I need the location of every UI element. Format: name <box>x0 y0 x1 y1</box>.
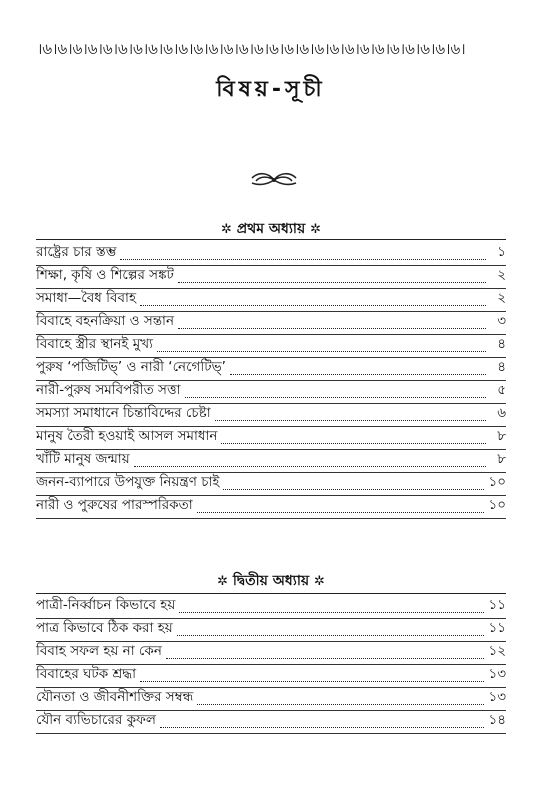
toc-entry-page: ১০ <box>488 474 506 490</box>
toc-entry-page: ৩ <box>497 313 506 329</box>
dot-leader <box>178 328 486 329</box>
star-icon: ✲ <box>217 574 228 589</box>
toc-entry-page: ১ <box>497 244 506 260</box>
page-title: বিষয়-সূচী <box>216 77 326 102</box>
dot-leader <box>179 612 484 613</box>
chapter-heading-1 <box>0 217 542 241</box>
toc-entry <box>36 404 506 427</box>
decorative-border: ।৬।৬।৬।৬।৬।৬।৬।৬।৬।৬।৬।৬।৬।৬।৬।৬।৬।৬।৬।৬।৬।৬।৬।৬।৬।৬।৬।৬। <box>37 40 466 58</box>
toc-list-chapter-2 <box>36 596 506 734</box>
toc-entry <box>36 665 506 688</box>
dot-leader <box>177 635 485 636</box>
toc-entry-title: শিক্ষা, কৃষি ও শিল্পের সঙ্কট <box>36 267 174 283</box>
dot-leader <box>140 305 486 306</box>
toc-entry <box>36 289 506 312</box>
toc-entry-title: নারী ও পুরুষের পারস্পরিকতা <box>36 497 193 513</box>
toc-entry <box>36 496 506 519</box>
toc-entry-page: ১১ <box>488 597 506 613</box>
dot-leader <box>197 512 485 513</box>
star-icon: ✲ <box>314 574 325 589</box>
dot-leader <box>221 443 486 444</box>
dot-leader <box>140 681 484 682</box>
chapter-heading-label: প্রথম অধ্যায় <box>236 221 306 237</box>
toc-entry <box>36 381 506 404</box>
toc-entry-page: ৫ <box>497 382 506 398</box>
dot-leader <box>120 259 486 260</box>
row-underline <box>36 518 506 519</box>
toc-entry <box>36 596 506 619</box>
chapter-heading-label: দ্বিতীয় অধ্যায় <box>232 573 310 589</box>
toc-entry-page: ১০ <box>488 497 506 513</box>
dot-leader <box>197 704 484 705</box>
toc-entry <box>36 427 506 450</box>
toc-entry-page: ৬ <box>497 405 506 421</box>
toc-entry-page: ১৩ <box>488 689 506 705</box>
row-underline <box>36 733 506 734</box>
toc-entry-title: বিবাহ সফল হয় না কেন <box>36 643 162 659</box>
dot-leader <box>157 351 486 352</box>
toc-entry-page: ২ <box>497 290 506 306</box>
toc-entry-title: সমাধা—বৈধ বিবাহ <box>36 290 137 306</box>
toc-entry-title: পুরুষ ‘পজিটিভ্’ ও নারী ‘নেগেটিভ্’ <box>36 359 226 375</box>
toc-entry <box>36 688 506 711</box>
toc-entry <box>36 642 506 665</box>
toc-entry-page: ১২ <box>488 643 506 659</box>
toc-entry-title: পাত্র কিভাবে ঠিক করা হয় <box>36 620 173 636</box>
toc-entry-title: পাত্রী-নির্ব্বাচন কিভাবে হয় <box>36 597 176 613</box>
toc-entry-title: যৌনতা ও জীবনীশক্তির সম্বন্ধ <box>36 689 194 705</box>
toc-entry <box>36 473 506 496</box>
toc-entry-page: ৪ <box>497 359 506 375</box>
toc-entry <box>36 335 506 358</box>
toc-entry-page: ১৪ <box>488 712 506 728</box>
toc-entry-page: ৮ <box>497 428 506 444</box>
toc-entry-title: বিবাহের ঘটক শ্রদ্ধা <box>36 666 137 682</box>
flourish-ornament-icon <box>246 168 302 192</box>
toc-entry-title: সমস্যা সমাধানে চিন্তাবিদ্দের চেষ্টা <box>36 405 211 421</box>
toc-entry-title: যৌন ব্যভিচারের কুফল <box>36 712 156 728</box>
toc-entry-page: ৮ <box>497 451 506 467</box>
toc-entry-title: মানুষ তৈরী হওয়াই আসল সমাধান <box>36 428 218 444</box>
dot-leader <box>223 489 484 490</box>
toc-list-chapter-1 <box>36 243 506 519</box>
toc-entry-title: বিবাহে বহনক্রিয়া ও সন্তান <box>36 313 175 329</box>
toc-entry-title: খাঁটি মানুষ জন্মায় <box>36 451 130 467</box>
toc-entry-page: ২ <box>497 267 506 283</box>
toc-entry-title: রাষ্ট্রের চার স্তম্ভ <box>36 244 117 260</box>
toc-entry <box>36 266 506 289</box>
toc-entry <box>36 711 506 734</box>
chapter-heading-2 <box>0 569 542 593</box>
toc-entry <box>36 312 506 335</box>
dot-leader <box>160 727 485 728</box>
toc-entry-title: জনন-ব্যাপারে উপযুক্ত নিয়ন্ত্রণ চাই <box>36 474 220 490</box>
toc-entry-page: ১৩ <box>488 666 506 682</box>
star-icon: ✲ <box>220 222 232 237</box>
toc-entry <box>36 243 506 266</box>
star-icon: ✲ <box>310 222 322 237</box>
toc-entry-page: ৪ <box>497 336 506 352</box>
toc-entry <box>36 450 506 473</box>
dot-leader <box>185 397 486 398</box>
dot-leader <box>178 282 486 283</box>
dot-leader <box>230 374 486 375</box>
dot-leader <box>134 466 486 467</box>
divider <box>36 239 506 240</box>
toc-entry <box>36 619 506 642</box>
toc-entry-title: নারী-পুরুষ সমবিপরীত সত্তা <box>36 382 181 398</box>
dot-leader <box>215 420 486 421</box>
toc-entry <box>36 358 506 381</box>
toc-entry-title: বিবাহে স্ত্রীর স্থানই মুখ্য <box>36 336 153 352</box>
dot-leader <box>166 658 485 659</box>
toc-entry-page: ১১ <box>488 620 506 636</box>
